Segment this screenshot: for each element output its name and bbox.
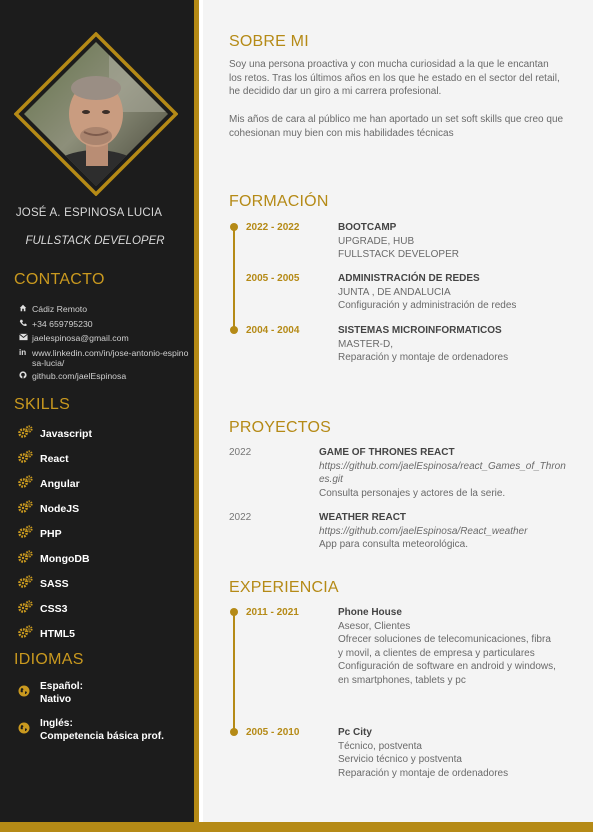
- gears-icon: [18, 525, 40, 543]
- entry-line: Técnico, postventa: [338, 740, 422, 752]
- skill-item: [18, 522, 92, 547]
- languages-list: [18, 680, 164, 754]
- skill-name: HTML5: [40, 627, 75, 640]
- timeline-dot: [230, 608, 238, 616]
- skill-item: [18, 497, 92, 522]
- gears-icon: [18, 575, 40, 593]
- entry-line: Configuración de software en android y windows, en smartphones, tablets y pc: [338, 661, 556, 686]
- skill-item: [18, 546, 92, 571]
- contact-phone-text: +34 659795230: [32, 318, 93, 329]
- footer-gold-bar: [0, 822, 593, 832]
- project-title: WEATHER REACT: [319, 512, 407, 523]
- linkedin-icon: in: [19, 347, 27, 357]
- entry-dates: 2005 - 2005: [246, 273, 300, 284]
- entry-line: UPGRADE, HUB: [338, 235, 415, 247]
- gears-icon: [18, 425, 40, 443]
- project-desc: Consulta personajes y actores de la serie.: [319, 487, 506, 499]
- project-year: 2022: [229, 512, 252, 523]
- skills-list: [18, 422, 92, 646]
- github-icon: [19, 371, 32, 382]
- contact-location-text: Cádiz Remoto: [32, 304, 88, 314]
- entry-dates: 2011 - 2021: [246, 607, 299, 618]
- entry-line: Configuración y administración de redes: [338, 300, 517, 311]
- sidebar-divider: [199, 0, 203, 832]
- profile-photo: [14, 32, 178, 196]
- education-entry: [246, 221, 576, 262]
- entry-line: MASTER-D,: [338, 338, 393, 350]
- entry-line: Reparación y montaje de ordenadores: [338, 352, 509, 363]
- contact-linkedin-text: www.linkedin.com/in/jose-antonio-espinosa-lucia/: [32, 347, 189, 368]
- skill-item: [18, 422, 92, 447]
- skill-item: [18, 571, 92, 596]
- contact-heading: CONTACTO: [14, 271, 105, 288]
- skill-name: Javascript: [40, 428, 92, 441]
- entry-line: Asesor, Clientes: [338, 620, 411, 632]
- project-entry: [229, 446, 574, 500]
- home-icon: [19, 304, 32, 315]
- experience-heading: EXPERIENCIA: [229, 579, 339, 596]
- entry-title: SISTEMAS MICROINFORMATICOS: [338, 325, 502, 336]
- gears-icon: [18, 550, 40, 568]
- language-item: [18, 680, 164, 706]
- entry-title: BOOTCAMP: [338, 222, 397, 233]
- experience-timeline-line: [233, 611, 235, 734]
- skill-name: React: [40, 453, 69, 466]
- experience-entry: [246, 606, 576, 687]
- language-level: Competencia básica prof.: [40, 731, 164, 742]
- contact-list: [19, 304, 189, 386]
- contact-email[interactable]: [19, 333, 189, 344]
- skill-item: [18, 596, 92, 621]
- entry-line: Ofrecer soluciones de telecomunicaciones, fibra y movil, a clientes de empresa y particulares: [338, 634, 551, 659]
- education-timeline-line: [233, 226, 235, 332]
- project-year: 2022: [229, 447, 252, 458]
- gears-icon: [18, 450, 40, 468]
- project-title: GAME OF THRONES REACT: [319, 447, 455, 458]
- skills-heading: SKILLS: [14, 396, 71, 413]
- entry-title: Phone House: [338, 607, 402, 618]
- globe-icon: [18, 717, 40, 739]
- skill-name: NodeJS: [40, 503, 80, 516]
- skill-name: SASS: [40, 577, 69, 590]
- experience-entry: [246, 726, 576, 780]
- skill-item: [18, 621, 92, 646]
- entry-line: Reparación y montaje de ordenadores: [338, 767, 509, 779]
- entry-dates: 2004 - 2004: [246, 325, 300, 336]
- skill-name: Angular: [40, 478, 80, 491]
- candidate-role: FULLSTACK DEVELOPER: [25, 235, 165, 247]
- candidate-name: JOSÉ A. ESPINOSA LUCIA: [15, 207, 163, 219]
- language-item: [18, 717, 164, 743]
- education-entry: [246, 324, 576, 365]
- entry-line: Servicio técnico y postventa: [338, 754, 462, 765]
- about-paragraph-1: Soy una persona proactiva y con mucha curiosidad a la que le encantan los retos. Tras los últimos años en los que he estado en el sector del retail, he decidido dar un giro a mi carrera profesional.: [229, 59, 560, 97]
- gears-icon: [18, 600, 40, 618]
- timeline-dot: [230, 728, 238, 736]
- projects-heading: PROYECTOS: [229, 419, 331, 436]
- language-name: Español:: [40, 681, 84, 692]
- entry-dates: 2022 - 2022: [246, 222, 300, 233]
- timeline-dot: [230, 326, 238, 334]
- entry-line: JUNTA , DE ANDALUCIA: [338, 286, 451, 298]
- project-url[interactable]: https://github.com/jaelEspinosa/react_Games_of_Thrones.git: [319, 460, 566, 485]
- contact-github-text: github.com/jaelEspinosa: [32, 371, 127, 381]
- contact-location: [19, 304, 189, 315]
- gears-icon: [18, 625, 40, 643]
- skill-name: PHP: [40, 528, 62, 540]
- gears-icon: [18, 475, 40, 493]
- contact-phone[interactable]: [19, 319, 189, 330]
- language-name: Inglés:: [40, 718, 73, 729]
- project-entry: [229, 511, 574, 552]
- about-paragraph-2: Mis años de cara al público me han aportado un set soft skills que creo que cohesionan muy bien con mis habilidades técnicas: [229, 114, 564, 139]
- contact-linkedin[interactable]: [19, 348, 189, 368]
- project-desc: App para consulta meteorológica.: [319, 539, 468, 550]
- timeline-dot: [230, 223, 238, 231]
- skill-item: [18, 472, 92, 497]
- about-heading: SOBRE MI: [229, 33, 309, 50]
- contact-email-text: jaelespinosa@gmail.com: [32, 333, 129, 343]
- globe-icon: [18, 680, 40, 702]
- contact-github[interactable]: [19, 371, 189, 382]
- skill-name: MongoDB: [40, 552, 90, 565]
- entry-title: ADMINISTRACIÓN DE REDES: [338, 273, 480, 284]
- mail-icon: [19, 333, 32, 344]
- language-level: Nativo: [40, 694, 72, 705]
- phone-icon: [19, 319, 32, 330]
- project-url[interactable]: https://github.com/jaelEspinosa/React_weather: [319, 525, 528, 537]
- entry-line: FULLSTACK DEVELOPER: [338, 249, 459, 260]
- languages-heading: IDIOMAS: [14, 651, 84, 668]
- entry-title: Pc City: [338, 727, 372, 738]
- skill-name: CSS3: [40, 602, 68, 615]
- education-heading: FORMACIÓN: [229, 193, 329, 210]
- skill-item: [18, 447, 92, 472]
- entry-dates: 2005 - 2010: [246, 727, 300, 738]
- gears-icon: [18, 500, 40, 518]
- education-entry: [246, 272, 576, 313]
